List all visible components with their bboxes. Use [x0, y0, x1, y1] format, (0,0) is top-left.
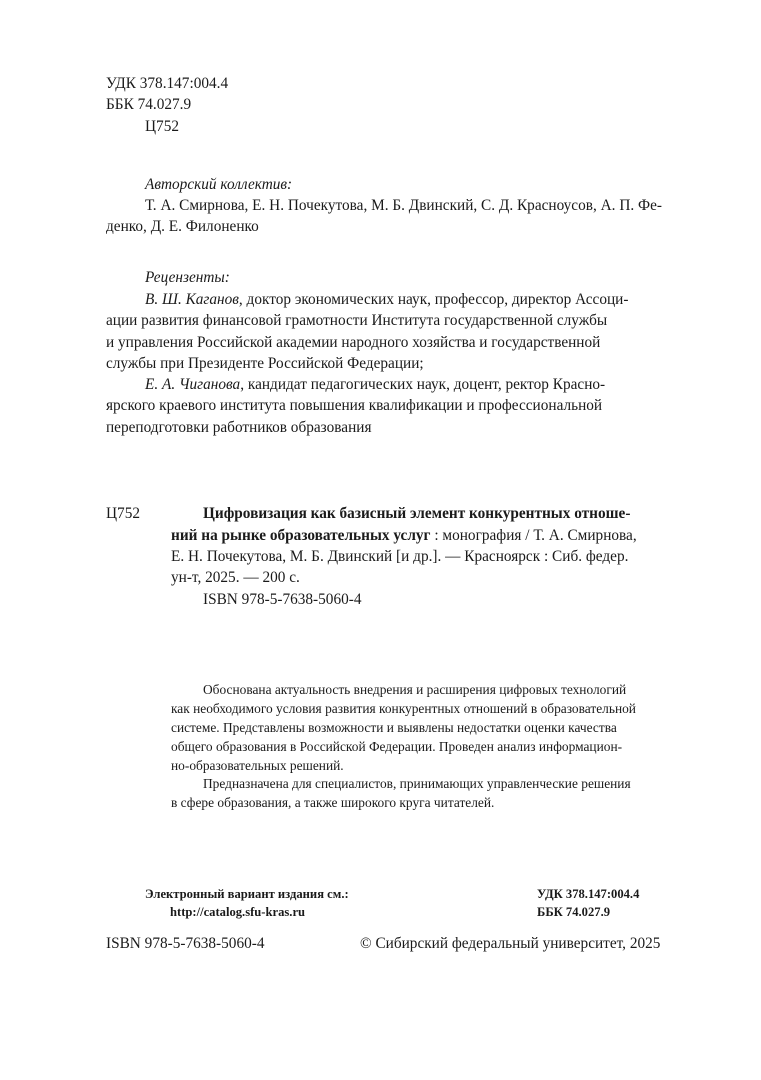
catalog-line	[171, 528, 637, 543]
reviewer-2-name: Е. А. Чиганова	[145, 376, 241, 393]
authors-heading: Авторский коллектив:	[145, 176, 293, 193]
catalog-title-end: ний на рынке образовательных услуг	[171, 527, 431, 544]
catalog-isbn: ISBN 978-5-7638-5060-4	[203, 591, 362, 608]
catalog-title-line: Цифровизация как базисный элемент конкурентных отноше-	[203, 505, 631, 522]
annotation-line: в сфере образования, а также широкого круга читателей.	[171, 795, 495, 810]
annotation-line: системе. Представлены возможности и выявлены недостатки оценки качества	[171, 720, 617, 735]
annotation-line: как необходимого условия развития конкурентных отношений в образовательной	[171, 701, 636, 716]
reviewer-1-name: В. Ш. Каганов	[145, 291, 239, 308]
reviewer-2-line: переподготовки работников образования	[106, 419, 372, 436]
annotation-line: общего образования в Российской Федерации. Проведен анализ информацион-	[171, 739, 623, 754]
reviewers-heading: Рецензенты:	[145, 269, 230, 286]
electronic-version-label: Электронный вариант издания см.:	[145, 887, 349, 901]
annotation-line: но-образовательных решений.	[171, 758, 344, 773]
bbk-code: ББК 74.027.9	[106, 96, 192, 113]
catalog-line: ун-т, 2025. — 200 с.	[171, 569, 300, 586]
reviewer-1-first-line	[145, 292, 628, 307]
reviewer-2-details: , кандидат педагогических наук, доцент, ректор Красно-	[240, 376, 606, 393]
reviewer-1-line: службы при Президенте Российской Федерации;	[106, 355, 424, 372]
reviewer-2-line: ярского краевого института повышения квалификации и профессиональной	[106, 397, 603, 414]
catalog-description: : монография / Т. А. Смирнова,	[430, 527, 637, 544]
annotation-line: Предназначена для специалистов, принимающих управленческие решения	[203, 776, 631, 791]
copyright: © Сибирский федеральный университет, 2025	[360, 935, 661, 952]
authors-line: денко, Д. Е. Филоненко	[106, 218, 259, 235]
annotation-line: Обоснована актуальность внедрения и расширения цифровых технологий	[203, 682, 627, 697]
electronic-version-url[interactable]: http://catalog.sfu-kras.ru	[170, 905, 306, 919]
footer-isbn: ISBN 978-5-7638-5060-4	[106, 935, 265, 952]
reviewer-2-first-line	[145, 377, 605, 392]
author-sign: Ц752	[145, 118, 179, 135]
footer-udk: УДК 378.147:004.4	[537, 887, 640, 901]
footer-bbk: ББК 74.027.9	[537, 905, 611, 919]
authors-line: Т. А. Смирнова, Е. Н. Почекутова, М. Б. Двинский, С. Д. Красноусов, А. П. Фе-	[145, 197, 662, 214]
udk-code: УДК 378.147:004.4	[106, 75, 229, 92]
catalog-sign: Ц752	[106, 505, 140, 522]
reviewer-1-line: и управления Российской академии народного хозяйства и государственной	[106, 334, 601, 351]
reviewer-1-line: ации развития финансовой грамотности Института государственной службы	[106, 312, 608, 329]
reviewer-1-details: , доктор экономических наук, профессор, директор Ассоци-	[238, 291, 629, 308]
catalog-line: Е. Н. Почекутова, М. Б. Двинский [и др.]. — Красноярск : Сиб. федер.	[171, 548, 629, 565]
